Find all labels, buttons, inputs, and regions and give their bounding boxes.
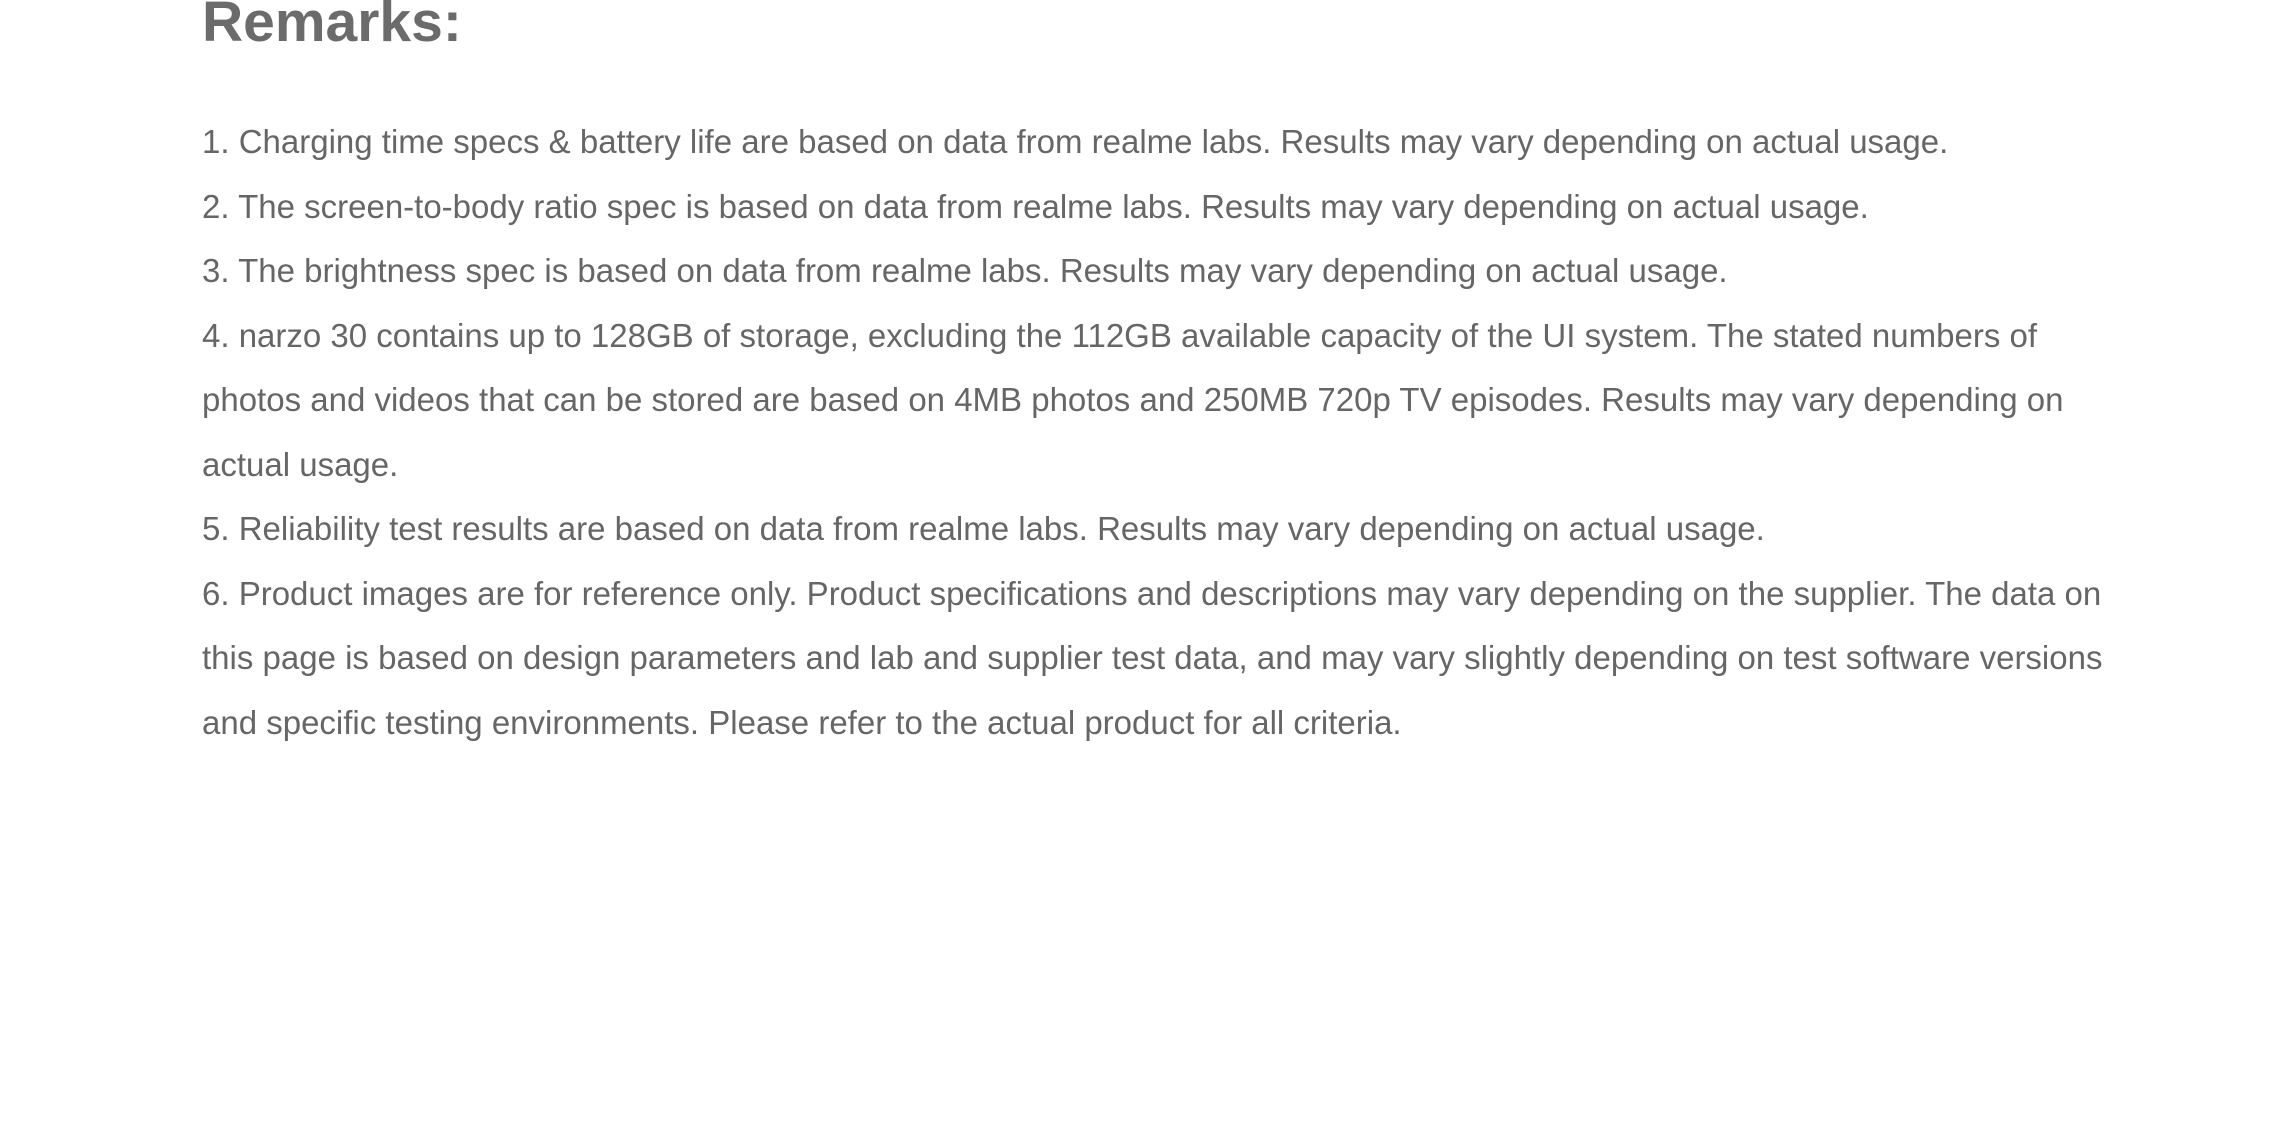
remarks-section: [202, 0, 2132, 755]
remarks-title: Remarks:: [202, 0, 462, 54]
remark-item-6: 6. Product images are for reference only. Product specifications and descriptions may vary depending on the supplier. The data on this page is based on design parameters and lab and supplier test data, and may vary slightly depending on test software versions and specific testing environments. Please refer to the actual product for all criteria.: [202, 574, 2103, 741]
remark-item-2: 2. The screen-to-body ratio spec is based on data from realme labs. Results may vary depending on actual usage.: [202, 187, 1869, 225]
remark-item-5: 5. Reliability test results are based on data from realme labs. Results may vary depending on actual usage.: [202, 510, 1765, 547]
remark-item-4: 4. narzo 30 contains up to 128GB of storage, excluding the 112GB available capacity of the UI system. The stated numbers of photos and videos that can be stored are based on 4MB photos and 250MB 720p TV episodes. Results may vary depending on actual usage.: [202, 316, 2064, 483]
remark-item-3: 3. The brightness spec is based on data from realme labs. Results may vary depending on actual usage.: [202, 252, 1728, 289]
remarks-list: [202, 110, 2132, 755]
remark-item-1: 1. Charging time specs & battery life are based on data from realme labs. Results may vary depending on actual usage.: [202, 123, 1949, 160]
